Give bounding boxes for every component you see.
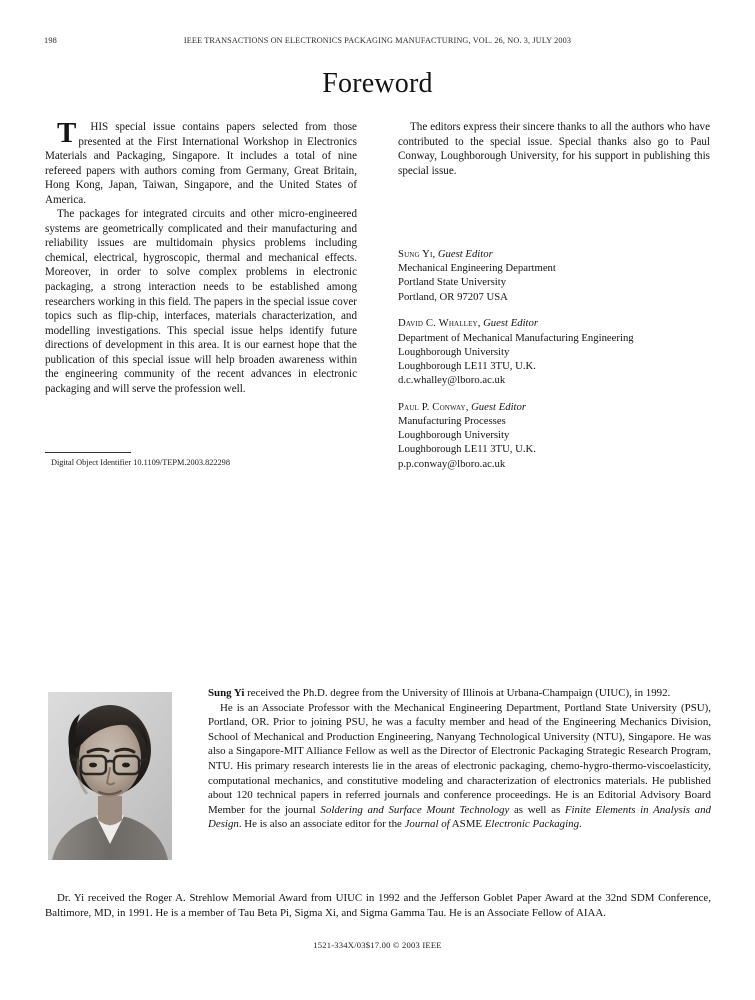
editor-name-line: Sung Yi, Guest Editor <box>398 248 493 260</box>
bio-paragraph-1-text: received the Ph.D. degree from the University of Illinois at Urbana-Champaign (UIUC), in 1992. <box>244 687 671 699</box>
paragraph-intro <box>45 117 357 207</box>
bio-paragraph-3: Dr. Yi received the Roger A. Strehlow Memorial Award from UIUC in 1992 and the Jefferson Goblet Paper Award at the 32nd SDM Conference, Baltimore, MD, in 1991. He is a member of Tau Beta Pi, Sigma Xi, and Sigma Gamma Tau. He is an Associate Fellow of AIAA. <box>45 892 711 919</box>
editor-name-line: Paul P. Conway, Guest Editor <box>398 400 527 413</box>
editor-affiliation-line: Mechanical Engineering Department <box>398 262 556 275</box>
editor-name: Paul P. Conway <box>398 400 466 413</box>
editor-email[interactable]: p.p.conway@lboro.ac.uk <box>398 457 506 470</box>
footer-copyright: 1521-334X/03$17.00 © 2003 IEEE <box>313 940 442 950</box>
editor-name: David C. Whalley <box>398 317 478 330</box>
journal-title-1: Soldering and Surface Mount Technology <box>320 803 510 816</box>
page-title: Foreword <box>322 68 433 99</box>
portrait-photo <box>48 692 172 860</box>
paragraph-intro-text: HIS special issue contains papers selected from those presented at the First International Workshop in Electronics Materials and Packaging, Singapore. It includes a total of nine refereed papers with authors coming from Germany, Great Britain, Hong Kong, Japan, Taiwan, Singapore, and the United States of America. <box>45 121 357 206</box>
bio-subject-name: Sung Yi <box>208 687 245 699</box>
biography-continuation <box>45 891 711 920</box>
journal-running-title: IEEE TRANSACTIONS ON ELECTRONICS PACKAGING MANUFACTURING, VOL. 26, NO. 3, JULY 2003 <box>183 36 572 45</box>
doi-text: Digital Object Identifier 10.1109/TEPM.2003.822298 <box>51 458 230 467</box>
editor-affiliation-line: Loughborough LE11 3TU, U.K. <box>398 443 536 456</box>
footnote-rule <box>45 452 131 453</box>
paragraph-acknowledgments: The editors express their sincere thanks to all the authors who have contributed to the special issue. Special thanks also go to Paul Conway, Loughborough University, for his support in publishing this special issue. <box>398 121 710 177</box>
editor-email[interactable]: d.c.whalley@lboro.ac.uk <box>398 374 506 387</box>
running-head <box>44 36 711 50</box>
doi-footnote <box>45 452 357 467</box>
bio-paragraph-1 <box>208 686 711 701</box>
editor-affiliation-line: Loughborough University <box>398 429 510 442</box>
editor-role: Guest Editor <box>483 317 539 330</box>
bio-paragraph-2 <box>208 701 711 832</box>
bio-paragraph-2-d: . <box>579 818 582 831</box>
journal-title-3-mid: ASME <box>449 818 485 831</box>
editor-name: Sung Yi <box>398 248 433 260</box>
bio-paragraph-2-b: as well as <box>509 803 565 816</box>
biography-text <box>208 686 711 832</box>
journal-title-3-prefix: Journal of <box>404 818 450 831</box>
editor-affiliation-line: Loughborough University <box>398 345 510 358</box>
editor-signature-list <box>398 247 710 471</box>
body-column-right <box>398 120 710 178</box>
editor-affiliation-line: Portland, OR 97207 USA <box>398 290 508 303</box>
editor-affiliation-line: Department of Mechanical Manufacturing Engineering <box>398 331 634 344</box>
editor-affiliation-line: Loughborough LE11 3TU, U.K. <box>398 359 536 372</box>
body-column-left <box>45 117 357 396</box>
bio-paragraph-2-a: He is an Associate Professor with the Mechanical Engineering Department, Portland State University (PSU), Portland, OR. Prior to joining PSU, he was a faculty member and head of the Engineering Mechanics Division, School of Mechanical and Production Engineering, Nanyang Technological University (NTU), Singapore. He was also a Singapore-MIT Alliance Fellow as well as the Director of Electronic Packaging Strategic Research Program, NTU. His primary research interests lie in the areas of electronic packaging, chemo-hygro-thermo-viscoelasticity, computational mechanics, and constitutive modeling and characterization of electronics materials. He published about 120 technical papers in referred journals and conference proceedings. He is an Editorial Advisory Board Member for the journal <box>208 701 711 816</box>
drop-cap: T <box>57 117 77 149</box>
page-number: 198 <box>44 36 58 45</box>
paragraph-packages: The packages for integrated circuits and other micro-engineered systems are geometrically complicated and their manufacturing and reliability issues are multidomain physics problems including chemical, electrical, hygroscopic, thermal and mechanical effects. Moreover, in order to solve complex problems in electronic packaging, a strong interaction needs to be established among researchers working in this field. The papers in the special issue cover topics such as flip-chip, interfaces, materials characterization, and modelling investigations. This special issue helps identify future directions of development in this area. It is our earnest hope that the publication of this special issue will help broaden awareness within the engineering community of the recent advances in electronic packaging and will serve the profession well. <box>45 208 357 395</box>
portrait-photo-image <box>48 692 172 860</box>
bio-paragraph-2-c: . He is also an associate editor for the <box>238 818 405 831</box>
editor-affiliation-line: Portland State University <box>398 276 507 289</box>
editor-role: Guest Editor <box>471 400 527 413</box>
editor-affiliation-line: Manufacturing Processes <box>398 415 506 428</box>
editor-name-line: David C. Whalley, Guest Editor <box>398 317 539 330</box>
journal-title-3-suffix: Electronic Packaging <box>484 818 580 831</box>
editor-block <box>398 400 710 471</box>
editor-block <box>398 247 710 304</box>
editor-block <box>398 316 710 387</box>
journal-title-2: Finite Elements in Analysis and Design <box>208 803 711 831</box>
editor-role: Guest Editor <box>437 248 493 260</box>
